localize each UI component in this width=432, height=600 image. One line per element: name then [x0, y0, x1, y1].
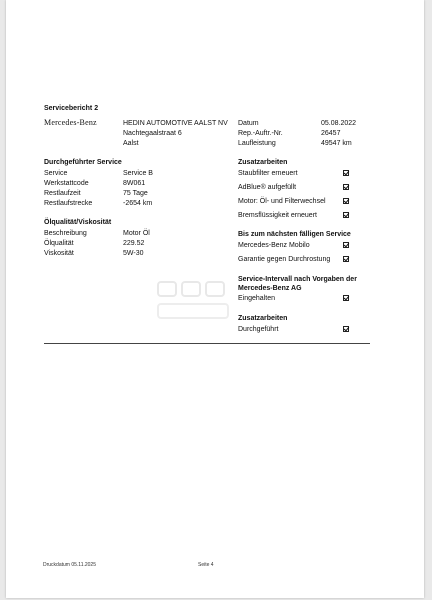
- checkbox-checked-icon: [343, 184, 349, 190]
- extra-work-item-brake-fluid: Bremsflüssigkeit erneuert: [238, 212, 317, 219]
- dealer-street: Nachtegaalstraat 6: [123, 130, 182, 137]
- remaining-distance-value: -2654 km: [123, 200, 153, 207]
- watermark-logo: [156, 278, 236, 328]
- extra-work2-heading: Zusatzarbeiten: [238, 315, 288, 322]
- checkbox-checked-icon: [343, 212, 349, 218]
- checkbox-checked-icon: [343, 170, 349, 176]
- checkbox-checked-icon: [343, 326, 349, 332]
- remaining-time-label: Restlaufzeit: [44, 190, 81, 197]
- mercedes-benz-logo: Mercedes-Benz: [44, 118, 97, 127]
- extra-work2-item-done: Durchgeführt: [238, 326, 279, 333]
- service-heading: Durchgeführter Service: [44, 159, 122, 166]
- dealer-name: HEDIN AUTOMOTIVE AALST NV: [123, 120, 228, 127]
- meta-value-date: 05.08.2022: [321, 120, 357, 127]
- extra-work-heading: Zusatzarbeiten: [238, 159, 288, 166]
- until-next-item-rust-warranty: Garantie gegen Durchrostung: [238, 256, 331, 263]
- extra-work-item-cabin-filter: Staubfilter erneuert: [238, 170, 298, 177]
- oil-quality-value: 229.52: [123, 240, 145, 247]
- remaining-distance-label: Restlaufstrecke: [44, 200, 93, 207]
- remaining-time-value: 75 Tage: [123, 190, 148, 197]
- oil-heading: Ölqualität/Viskosität: [44, 219, 112, 226]
- checkbox-checked-icon: [343, 242, 349, 248]
- workshop-code-value: 8W061: [123, 180, 146, 187]
- print-date: Druckdatum 05.11.2025: [43, 562, 96, 568]
- oil-description-value: Motor Öl: [123, 230, 150, 237]
- oil-quality-label: Ölqualität: [44, 240, 74, 247]
- interval-heading-line1: Service-Intervall nach Vorgaben der: [238, 276, 357, 283]
- checkbox-checked-icon: [343, 198, 349, 204]
- service-label: Service: [44, 170, 68, 177]
- checkbox-checked-icon: [343, 256, 349, 262]
- section-divider: [44, 343, 370, 344]
- report-title: Servicebericht 2: [44, 105, 99, 112]
- dealer-city: Aalst: [123, 140, 139, 147]
- until-next-heading: Bis zum nächsten fälligen Service: [238, 231, 351, 238]
- workshop-code-label: Werkstattcode: [44, 180, 89, 187]
- extra-work-item-adblue: AdBlue® aufgefüllt: [238, 184, 297, 191]
- service-value: Service B: [123, 170, 153, 177]
- checkbox-checked-icon: [343, 295, 349, 301]
- page-number: Seite 4: [198, 562, 214, 568]
- meta-label-date: Datum: [238, 120, 259, 127]
- interval-item-kept: Eingehalten: [238, 295, 275, 302]
- meta-label-mileage: Laufleistung: [238, 140, 276, 147]
- meta-label-order: Rep.-Auftr.-Nr.: [238, 130, 283, 137]
- interval-heading-line2: Mercedes-Benz AG: [238, 285, 302, 292]
- meta-value-mileage: 49547 km: [321, 140, 352, 147]
- document-page: [6, 0, 424, 598]
- until-next-item-mobilo: Mercedes-Benz Mobilo: [238, 242, 310, 249]
- extra-work-item-oil-change: Motor: Öl- und Filterwechsel: [238, 198, 326, 205]
- oil-viscosity-value: 5W-30: [123, 250, 144, 257]
- meta-value-order: 26457: [321, 130, 341, 137]
- oil-viscosity-label: Viskosität: [44, 250, 74, 257]
- oil-description-label: Beschreibung: [44, 230, 87, 237]
